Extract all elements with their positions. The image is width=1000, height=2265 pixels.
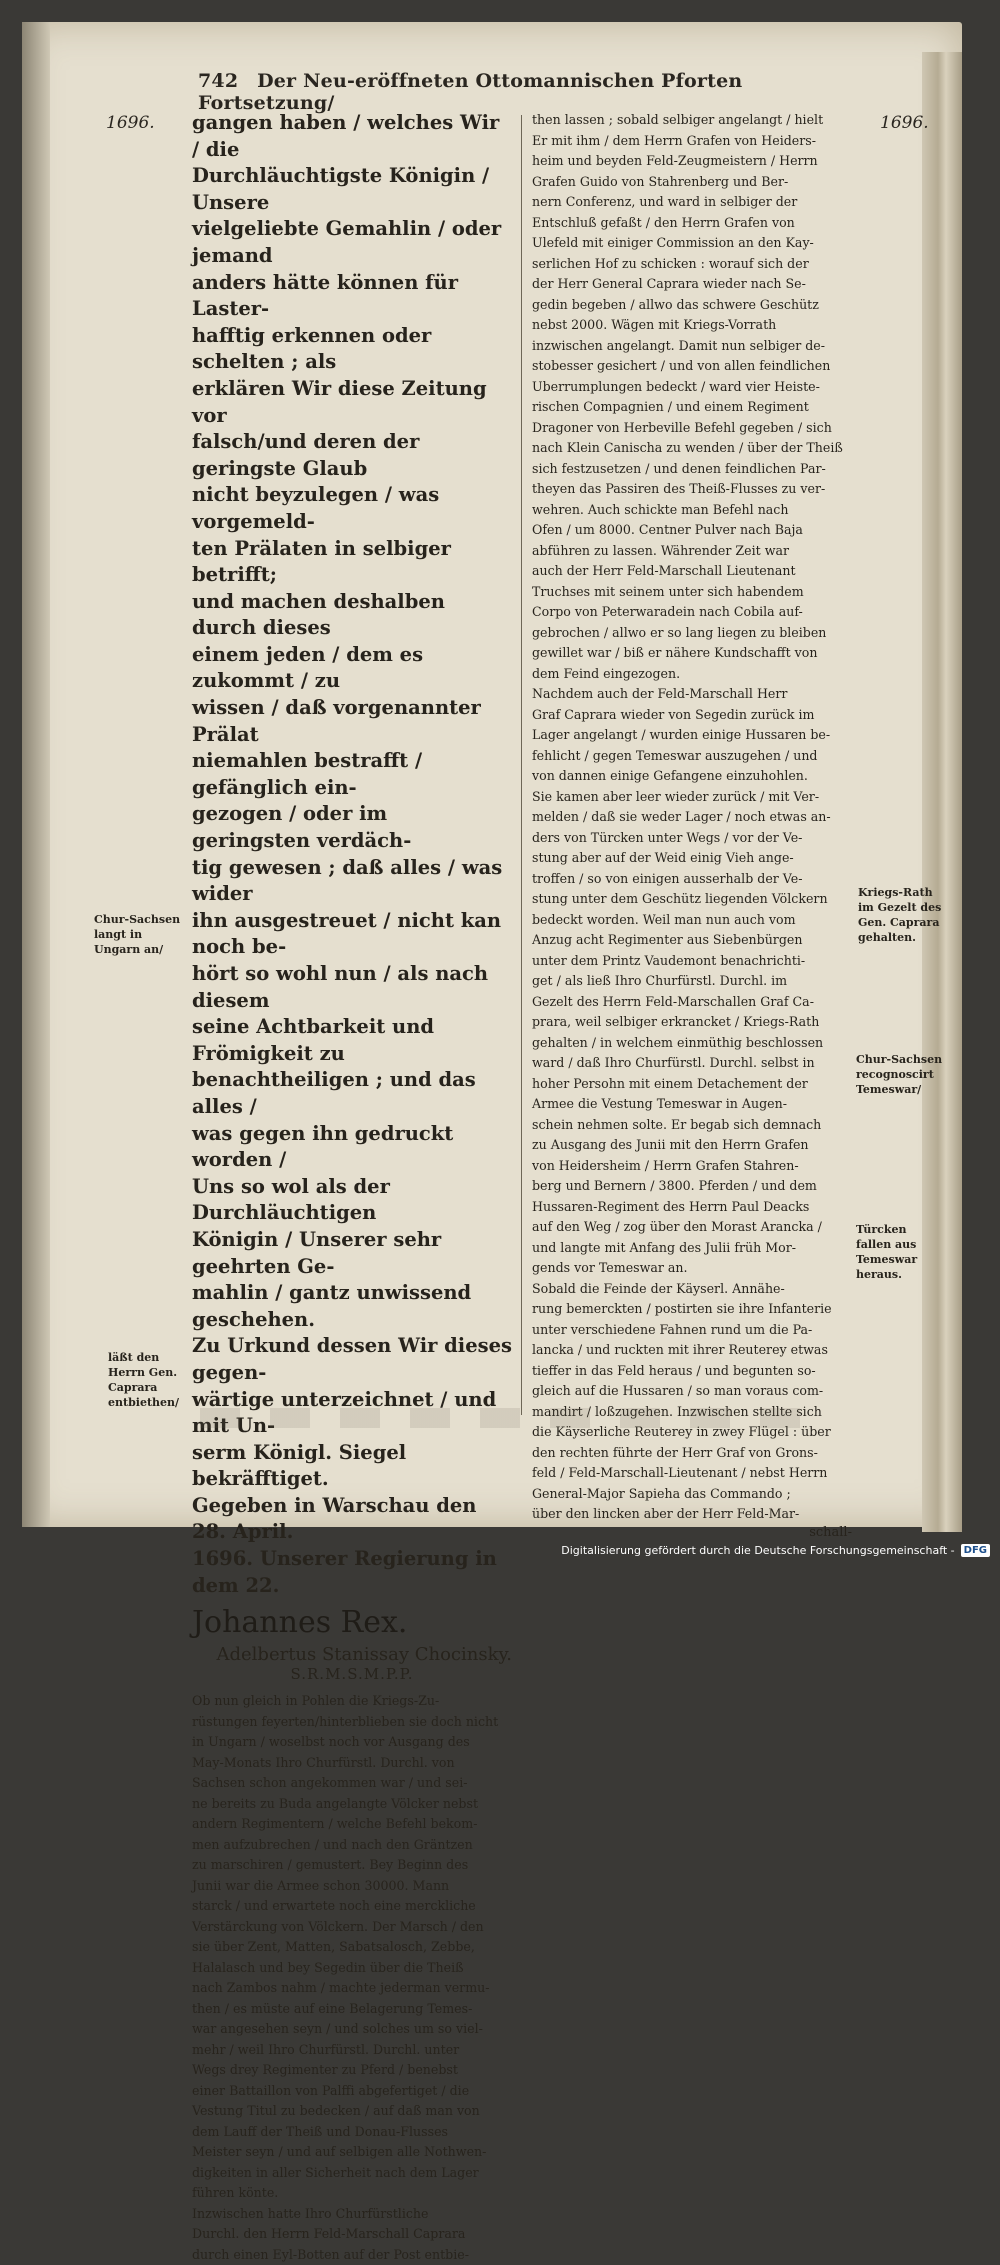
text-line: über den lincken aber der Herr Feld-Mar-	[532, 1506, 800, 1521]
year-right: 1696.	[880, 113, 929, 133]
text-line: mahlin / gantz unwissend geschehen.	[192, 1281, 472, 1331]
text-line: Inzwischen hatte Ihro Churfürstliche	[192, 2205, 429, 2221]
text-line: Halalasch und bey Segedin über die Theiß	[192, 1959, 464, 1975]
text-line: Sie kamen aber leer wieder zurück / mit Ver-	[532, 788, 820, 804]
signature: Johannes Rex.	[192, 1605, 408, 1641]
text-line: Er mit ihm / dem Herrn Grafen von Heiders-	[532, 132, 816, 148]
left-body-text	[192, 1691, 512, 2265]
text-line: nern Conferenz, und ward in selbiger der	[532, 194, 798, 209]
text-line: falsch/und deren der geringste Glaub	[192, 430, 420, 480]
text-line: May-Monats Ihro Churfürstl. Durchl. von	[192, 1754, 455, 1770]
margin-note-right-2: Chur-Sachsen recognoscirt Temeswar/	[856, 1053, 943, 1096]
text-line: Junii war die Armee schon 30000. Mann	[192, 1877, 450, 1893]
text-line: Sachsen schon angekommen war / und sei-	[192, 1775, 468, 1791]
text-line: den rechten führte der Herr Graf von Grons-	[532, 1444, 818, 1460]
text-line: Uberrumplungen bedeckt / ward vier Heiste-	[532, 378, 820, 394]
text-line: Ofen / um 8000. Centner Pulver nach Baja	[532, 522, 803, 537]
margin-note-left-1: Chur-Sachsen langt in Ungarn an/	[94, 913, 181, 956]
text-line: schein nehmen solte. Er begab sich demnach	[532, 1116, 822, 1132]
text-line: Armee die Vestung Temeswar in Augen-	[532, 1096, 787, 1111]
text-line: Zu Urkund dessen Wir dieses gegen-	[192, 1334, 512, 1384]
text-line: die Käyserliche Reuterey in zwey Flügel : über	[532, 1424, 831, 1439]
text-line: rung bemerckten / postirten sie ihre Infanterie	[532, 1301, 832, 1316]
text-line: Wegs drey Regimenter zu Pferd / benebst	[192, 2062, 458, 2078]
text-line: hafftig erkennen oder schelten ; als	[192, 323, 432, 374]
text-line: stung unter dem Geschütz liegenden Völckern	[532, 891, 828, 906]
text-line: prara, weil selbiger erkrancket / Kriegs-Rath	[532, 1014, 820, 1029]
text-line: theyen das Passiren des Theiß-Flusses zu ver-	[532, 481, 826, 496]
text-line: Verstärckung von Völckern. Der Marsch / den	[192, 1918, 484, 1934]
text-line: Durchl. den Herrn Feld-Marschall Caprara	[192, 2226, 466, 2242]
running-header	[198, 70, 818, 114]
text-line: then / es müste auf eine Belagerung Temes-	[192, 2000, 473, 2016]
text-line: tig gewesen ; daß alles / was wider	[192, 855, 503, 906]
text-line: in Ungarn / woselbst noch vor Ausgang des	[192, 1734, 470, 1750]
page-edge	[922, 52, 962, 1532]
text-line: Lager angelangt / wurden einige Hussaren be-	[532, 727, 831, 742]
right-column	[532, 110, 852, 1540]
text-line: von Heidersheim / Herrn Grafen Stahren-	[532, 1157, 799, 1173]
text-line: zu marschiren / gemustert. Bey Beginn des	[192, 1857, 469, 1873]
text-line: stobesser gesichert / und von allen feindlichen	[532, 358, 831, 373]
dfg-logo: DFG	[961, 1544, 990, 1557]
show-through	[200, 1408, 800, 1428]
text-line: nebst 2000. Wägen mit Kriegs-Vorrath	[532, 317, 777, 332]
text-line: Gezelt des Herrn Feld-Marschallen Graf Ca-	[532, 993, 814, 1009]
text-line: einer Battaillon von Palffi abgefertiget / die	[192, 2082, 470, 2098]
text-line: ihn ausgestreuet / nicht kan noch be-	[192, 908, 502, 959]
text-line: war angesehen seyn / und solches um so viel-	[192, 2021, 483, 2037]
text-line: seine Achtbarkeit und Frömigkeit zu	[192, 1015, 435, 1065]
text-line: von dannen einige Gefangene einzuhohlen.	[532, 768, 808, 783]
margin-note-left-2: läßt den Herrn Gen. Caprara entbiethen/	[108, 1351, 180, 1409]
text-line: nach Klein Canischa zu wenden / über der Theiß	[532, 440, 843, 455]
text-line: niemahlen bestrafft / gefänglich ein-	[192, 749, 423, 799]
text-line: unter verschiedene Fahnen rund um die Pa-	[532, 1321, 813, 1337]
text-line: Ob nun gleich in Pohlen die Kriegs-Zu-	[192, 1693, 440, 1709]
text-line: Uns so wol als der Durchläuchtigen	[192, 1174, 390, 1225]
text-line: stung aber auf der Weid einig Vieh ange-	[532, 850, 794, 865]
text-line: Durchläuchtigste Königin / Unsere	[192, 164, 490, 214]
text-line: gedin begeben / allwo das schwere Geschütz	[532, 296, 819, 312]
year-left: 1696.	[106, 113, 155, 133]
text-line: bedeckt worden. Weil man nun auch vom	[532, 911, 796, 927]
decree-text	[192, 110, 512, 1599]
official-name: Adelbertus Stanissay Chocinsky.	[216, 1644, 512, 1666]
text-line: gangen haben / welches Wir / die	[192, 111, 500, 161]
text-line: Graf Caprara wieder von Segedin zurück im	[532, 706, 815, 722]
text-line: serm Königl. Siegel bekräfftiget.	[192, 1440, 407, 1491]
text-line: tieffer in das Feld heraus / und begunten so-	[532, 1362, 816, 1378]
text-line: Corpo von Peterwaradein nach Cobila auf-	[532, 604, 803, 619]
text-line: Dragoner von Herbeville Befehl gegeben / sich	[532, 419, 832, 435]
text-line: und langte mit Anfang des Julii früh Mor-	[532, 1239, 796, 1255]
margin-note-right-3: Türcken fallen aus Temeswar heraus.	[856, 1223, 918, 1281]
text-line: nicht beyzulegen / was vorgemeld-	[192, 483, 440, 533]
text-line: durch einen Eyl-Botten auf der Post entbie-	[192, 2246, 469, 2262]
text-line: starck / und erwartete noch eine merckliche	[192, 1898, 476, 1914]
text-line: Sobald die Feinde der Käyserl. Annähe-	[532, 1280, 785, 1296]
header-title: Der Neu-eröffneten Ottomannischen Pforten Fortsetzung/	[198, 70, 743, 114]
text-line: sich festzusetzen / und denen feindlichen Par-	[532, 460, 826, 476]
text-line: troffen / so von einigen ausserhalb der Ve-	[532, 870, 803, 886]
text-line: nach Zambos nahm / machte jederman vermu-	[192, 1980, 490, 1996]
text-line: heim und beyden Feld-Zeugmeistern / Herrn	[532, 153, 818, 168]
text-line: Königin / Unserer sehr geehrten Ge-	[192, 1227, 442, 1278]
text-line: lancka / und ruckten mit ihrer Reuterey etwas	[532, 1342, 828, 1357]
text-line: mandirt / loßzugehen. Inzwischen stellte sich	[532, 1403, 822, 1419]
text-line: Vestung Titul zu bedecken / auf daß man von	[192, 2103, 480, 2119]
catchword: schall-	[809, 1524, 852, 1540]
text-line: wärtige unterzeichnet / und mit Un-	[192, 1387, 497, 1438]
text-line: gleich auf die Hussaren / so man voraus com-	[532, 1383, 824, 1398]
text-line: gewillet war / biß er nähere Kundschafft von	[532, 645, 818, 660]
text-line: führen könte.	[192, 2185, 279, 2201]
text-line: feld / Feld-Marschall-Lieutenant / nebst Herrn	[532, 1465, 828, 1480]
text-line: mehr / weil Ihro Churfürstl. Durchl. unter	[192, 2041, 460, 2057]
footer-text: Digitalisierung gefördert durch die Deutsche Forschungsgemeinschaft -	[561, 1544, 955, 1557]
text-line: 1696. Unserer Regierung in dem 22.	[192, 1547, 497, 1597]
text-line: was gegen ihn gedruckt worden /	[192, 1121, 454, 1172]
footer	[561, 1544, 990, 1557]
text-line: melden / daß sie weder Lager / noch etwas an-	[532, 809, 831, 824]
text-line: Ulefeld mit einiger Commission an den Kay-	[532, 235, 814, 250]
text-line: zu Ausgang des Junii mit den Herrn Grafen	[532, 1137, 809, 1152]
text-line: hört so wohl nun / als nach diesem	[192, 962, 489, 1012]
text-line: der Herr General Caprara wieder nach Se-	[532, 276, 806, 291]
text-line: Grafen Guido von Stahrenberg und Ber-	[532, 173, 789, 189]
margin-note-right-1: Kriegs-Rath im Gezelt des Gen. Caprara gehalten.	[858, 886, 942, 944]
text-line: rüstungen feyerten/hinterblieben sie doch nicht	[192, 1713, 499, 1729]
text-line: gezogen / oder im geringsten verdäch-	[192, 802, 412, 853]
text-line: einem jeden / dem es zukommt / zu	[192, 642, 424, 693]
text-line: auch der Herr Feld-Marschall Lieutenant	[532, 563, 796, 578]
page-number: 742	[198, 70, 239, 92]
text-line: benachtheiligen ; und das alles /	[192, 1068, 476, 1118]
text-line: get / als ließ Ihro Churfürstl. Durchl. im	[532, 973, 788, 988]
text-line: erklären Wir diese Zeitung vor	[192, 376, 487, 427]
text-line: inzwischen angelangt. Damit nun selbiger de-	[532, 337, 826, 353]
text-line: wissen / daß vorgenannter Prälat	[192, 696, 481, 746]
page-gutter	[22, 22, 50, 1527]
text-line: gehalten / in welchem einmüthig beschlossen	[532, 1034, 824, 1050]
text-line: ders von Türcken unter Wegs / vor der Ve-	[532, 829, 803, 845]
text-line: sie über Zent, Matten, Sabatsalosch, Zebbe,	[192, 1939, 475, 1955]
text-line: then lassen ; sobald selbiger angelangt / hielt	[532, 112, 824, 127]
text-line: wehren. Auch schickte man Befehl nach	[532, 501, 789, 517]
text-line: Meister seyn / und auf selbigen alle Nothwen-	[192, 2144, 487, 2160]
text-line: digkeiten in aller Sicherheit nach dem Lager	[192, 2164, 479, 2180]
text-line: dem Feind eingezogen.	[532, 665, 681, 681]
text-line: hoher Persohn mit einem Detachement der	[532, 1075, 808, 1091]
official-title: S.R.M.S.M.P.P.	[290, 1665, 414, 1684]
text-line: Hussaren-Regiment des Herrn Paul Deacks	[532, 1198, 810, 1214]
text-line: auf den Weg / zog über den Morast Arancka /	[532, 1219, 822, 1234]
text-line: unter dem Printz Vaudemont benachrichti-	[532, 952, 806, 968]
text-line: ne bereits zu Buda angelangte Völcker nebst	[192, 1795, 479, 1811]
text-line: andern Regimentern / welche Befehl bekom-	[192, 1816, 478, 1832]
text-line: men aufzubrechen / und nach den Gräntzen	[192, 1836, 473, 1852]
text-line: Gegeben in Warschau den 28. April.	[192, 1493, 477, 1544]
text-line: rischen Compagnien / und einem Regiment	[532, 399, 809, 414]
text-line: Truchses mit seinem unter sich habendem	[532, 583, 804, 599]
text-line: vielgeliebte Gemahlin / oder jemand	[192, 217, 502, 267]
text-line: abführen zu lassen. Währender Zeit war	[532, 542, 790, 558]
text-line: fehlicht / gegen Temeswar auszugehen / und	[532, 747, 818, 763]
column-divider	[521, 115, 522, 1415]
text-line: ten Prälaten in selbiger betrifft;	[192, 536, 451, 587]
text-line: und machen deshalben durch dieses	[192, 589, 445, 640]
text-line: Entschluß gefaßt / den Herrn Grafen von	[532, 214, 795, 230]
text-line: berg und Bernern / 3800. Pferden / und dem	[532, 1178, 817, 1193]
text-line: gends vor Temeswar an.	[532, 1260, 688, 1275]
text-line: dem Lauff der Theiß und Donau-Flusses	[192, 2123, 449, 2139]
text-line: ward / daß Ihro Churfürstl. Durchl. selbst in	[532, 1055, 815, 1070]
text-line: Anzug acht Regimenter aus Siebenbürgen	[532, 932, 803, 947]
text-line: gebrochen / allwo er so lang liegen zu bleiben	[532, 624, 827, 640]
right-body-text	[532, 110, 852, 1525]
left-column	[192, 110, 512, 2265]
text-line: General-Major Sapieha das Commando ;	[532, 1485, 791, 1501]
text-line: anders hätte können für Laster-	[192, 270, 459, 321]
text-line: Nachdem auch der Feld-Marschall Herr	[532, 686, 788, 701]
text-line: serlichen Hof zu schicken : worauf sich der	[532, 255, 809, 271]
